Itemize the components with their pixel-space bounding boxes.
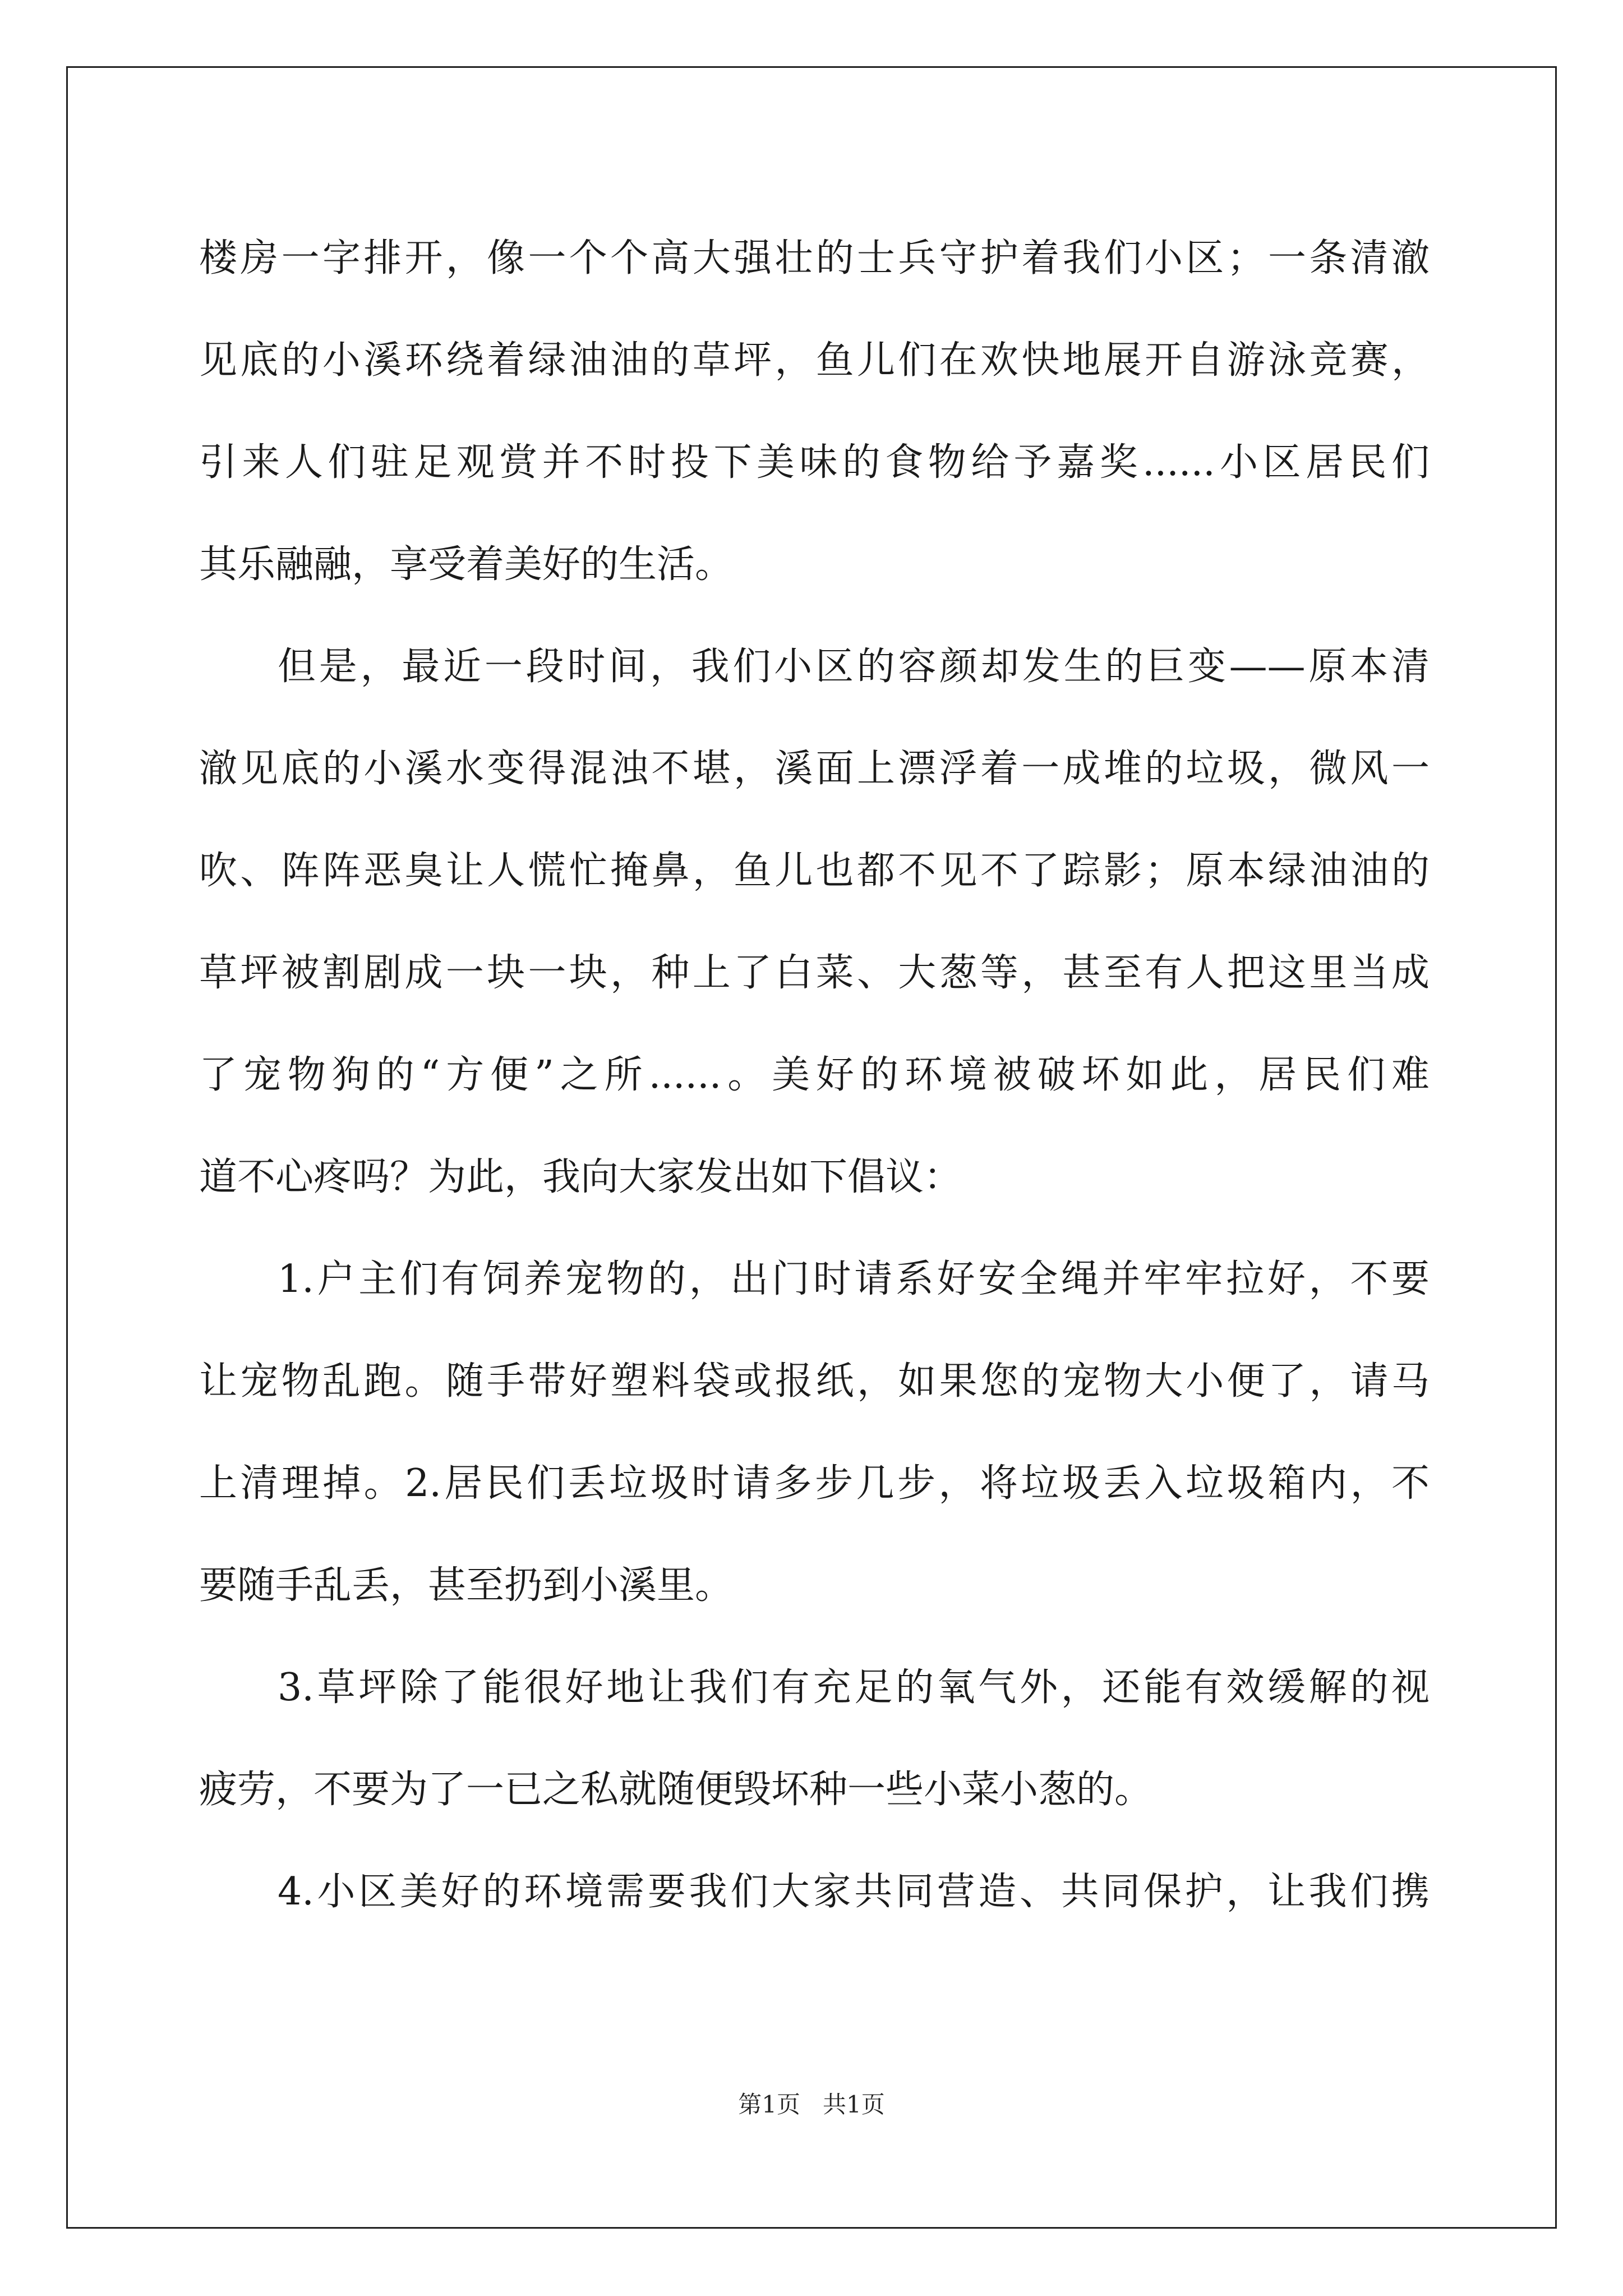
text-line: 其乐融融，享受着美好的生活。 (199, 542, 734, 587)
text-line: 3.草坪除了能很好地让我们有充足的氧气外，还能有效缓解的视 (278, 1665, 1430, 1710)
text-line: 上清理掉。2.居民们丢垃圾时请多步几步，将垃圾丢入垃圾箱内，不 (199, 1461, 1430, 1506)
page-total: 共1页 (823, 2091, 885, 2118)
page-footer (0, 2088, 1623, 2122)
text-line: 疲劳，不要为了一已之私就随便毁坏种一些小菜小葱的。 (199, 1768, 1153, 1812)
text-line: 见底的小溪环绕着绿油油的草坪，鱼儿们在欢快地展开自游泳竞赛， (199, 338, 1430, 383)
text-line: 草坪被割剧成一块一块，种上了白菜、大葱等，甚至有人把这里当成 (199, 951, 1430, 995)
text-line: 要随手乱丢，甚至扔到小溪里。 (199, 1563, 734, 1608)
paragraph (199, 1637, 1430, 1841)
text-line: 楼房一字排开，像一个个高大强壮的士兵守护着我们小区；一条清澈 (199, 236, 1430, 280)
text-line: 道不心疼吗？为此，我向大家发出如下倡议： (199, 1155, 962, 1199)
paragraph (199, 208, 1430, 616)
text-line: 吹、阵阵恶臭让人慌忙掩鼻，鱼儿也都不见不了踪影；原本绿油油的 (199, 849, 1430, 893)
paragraph (199, 1228, 1430, 1637)
document-body (199, 208, 1430, 1943)
text-line: 引来人们驻足观赏并不时投下美味的食物给予嘉奖......小区居民们 (199, 440, 1430, 485)
text-line: 让宠物乱跑。随手带好塑料袋或报纸，如果您的宠物大小便了，请马 (199, 1359, 1430, 1404)
paragraph (199, 616, 1430, 1228)
text-line: 1.户主们有饲养宠物的，出门时请系好安全绳并牢牢拉好，不要 (278, 1257, 1430, 1301)
text-line: 了宠物狗的“方便”之所......。美好的环境被破坏如此，居民们难 (199, 1053, 1430, 1097)
text-line: 澈见底的小溪水变得混浊不堪，溪面上漂浮着一成堆的垃圾，微风一 (199, 747, 1430, 791)
text-line: 4.小区美好的环境需要我们大家共同营造、共同保护，让我们携 (278, 1870, 1430, 1914)
page-number: 第1页 (738, 2091, 800, 2118)
paragraph (199, 1841, 1430, 1943)
text-line: 但是，最近一段时间，我们小区的容颜却发生的巨变——原本清 (278, 645, 1430, 689)
